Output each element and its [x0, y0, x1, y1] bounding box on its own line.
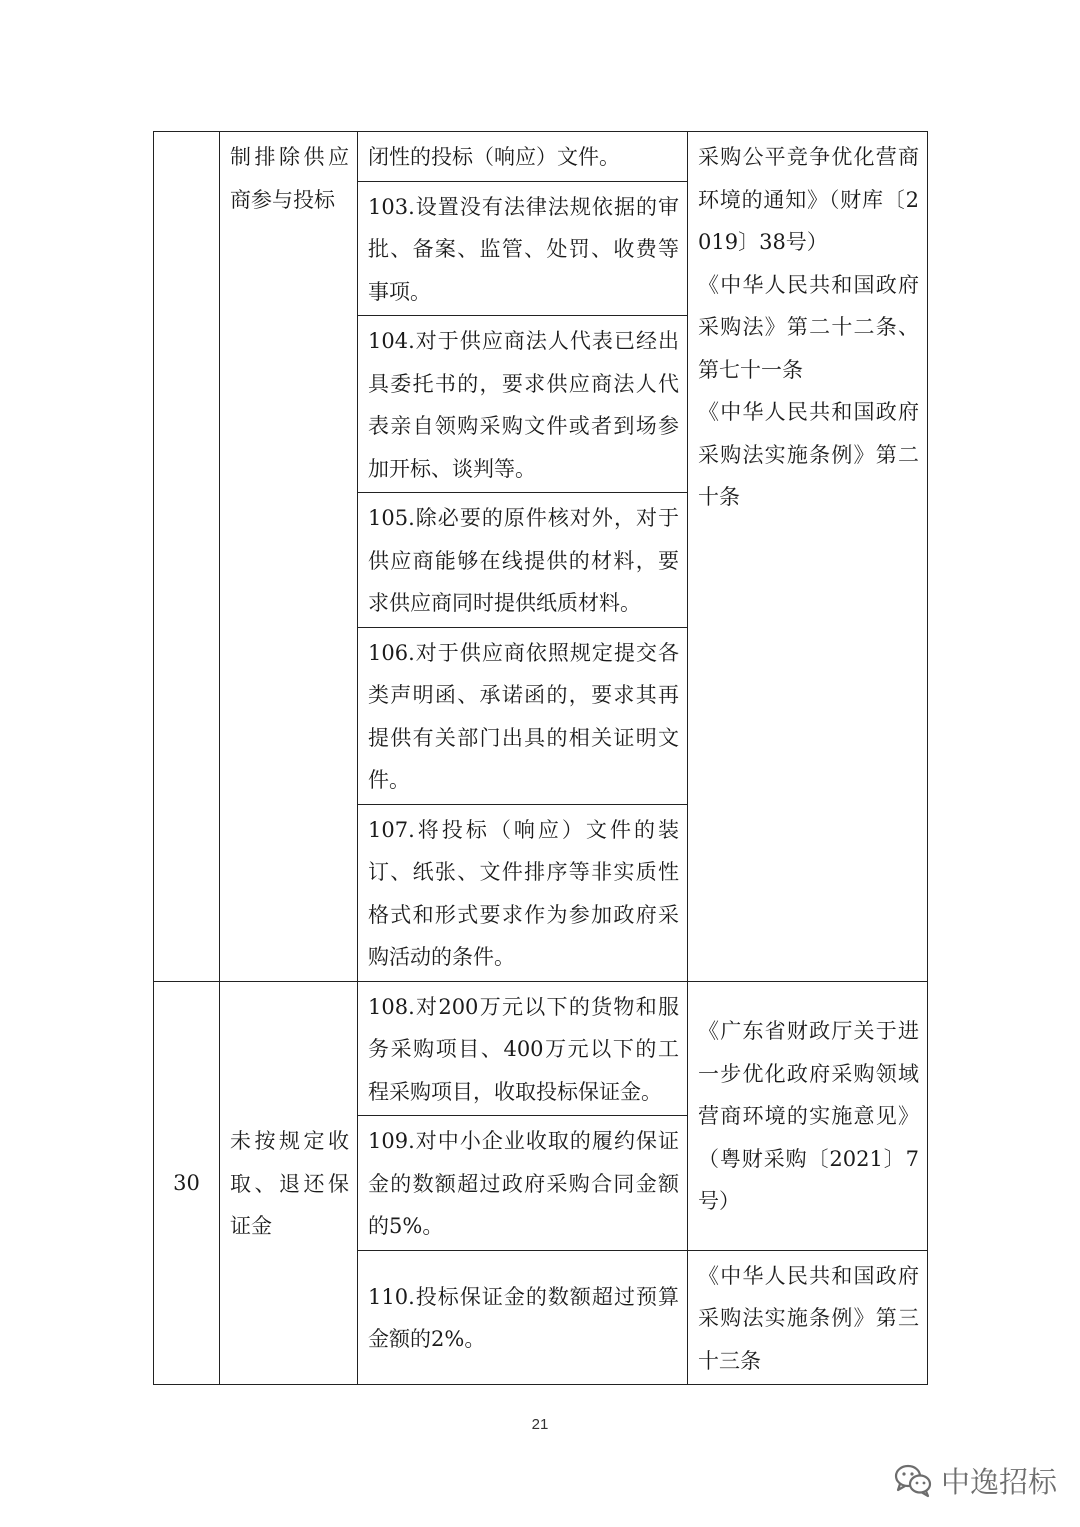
item-cell: 103.设置没有法律法规依据的审批、备案、监管、处罚、收费等事项。: [358, 181, 688, 316]
item-cell: 104.对于供应商法人代表已经出具委托书的，要求供应商法人代表亲自领购采购文件或者到场参加开标、谈判等。: [358, 316, 688, 493]
wechat-icon: [893, 1462, 933, 1498]
item-cell: 105.除必要的原件核对外，对于供应商能够在线提供的材料，要求供应商同时提供纸质材料。: [358, 493, 688, 628]
item-cell: 109.对中小企业收取的履约保证金的数额超过政府采购合同金额的5%。: [358, 1116, 688, 1251]
item-cell: 106.对于供应商依照规定提交各类声明函、承诺函的，要求其再提供有关部门出具的相关证明文件。: [358, 627, 688, 804]
item-cell: 110.投标保证金的数额超过预算金额的2%。: [358, 1250, 688, 1385]
table-row: [154, 132, 928, 182]
row-number-cell: 30: [154, 981, 220, 1385]
basis-cell: [688, 132, 928, 982]
row-number-cell: [154, 132, 220, 982]
page-number: 21: [531, 1416, 549, 1433]
table-row: [154, 981, 928, 1116]
item-cell: 108.对200万元以下的货物和服务采购项目、400万元以下的工程采购项目，收取投标保证金。: [358, 981, 688, 1116]
basis-cell: 《广东省财政厅关于进一步优化政府采购领域营商环境的实施意见》（粤财采购〔2021〕7号）: [688, 981, 928, 1250]
watermark: [893, 1458, 1057, 1502]
basis-cell: 《中华人民共和国政府采购法实施条例》第三十三条: [688, 1250, 928, 1385]
item-cell: 107.将投标（响应）文件的装订、纸张、文件排序等非实质性格式和形式要求作为参加政府采购活动的条件。: [358, 804, 688, 981]
item-cell: 闭性的投标（响应）文件。: [358, 132, 688, 182]
basis-text: 采购公平竞争优化营商环境的通知》（财库〔2019〕38号）: [698, 145, 919, 254]
basis-text: 《中华人民共和国政府采购法》第二十二条、第七十一条: [698, 272, 919, 382]
regulation-table: [153, 131, 928, 1385]
basis-text: 《中华人民共和国政府采购法实施条例》第二十条: [698, 400, 919, 509]
issue-cell: 制排除供应商参与投标: [220, 132, 358, 982]
watermark-text: 中逸招标: [941, 1464, 1058, 1499]
issue-cell: 未按规定收取、退还保证金: [220, 981, 358, 1385]
